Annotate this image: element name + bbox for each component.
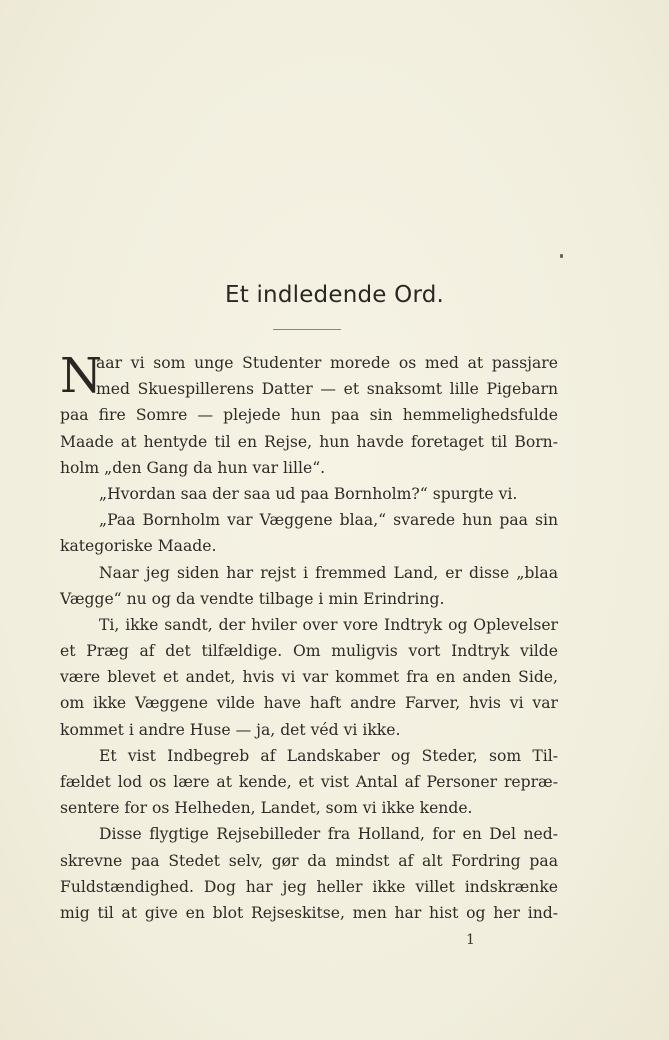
text-line: om ikke Væggene vilde have haft andre Farver, hvis vi var xyxy=(60,694,558,713)
chapter-title: Et indledende Ord. xyxy=(224,282,445,308)
text-line: Maade at hentyde til en Rejse, hun havde foretaget til Born- xyxy=(60,432,558,451)
text-line: sentere for os Helheden, Landet, som vi ikke kende. xyxy=(60,799,473,818)
text-line: holm „den Gang da hun var lille“. xyxy=(60,458,326,477)
text-line: mig til at give en blot Rejseskitse, men har hist og her ind- xyxy=(60,903,558,922)
text-line: „Paa Bornholm var Væggene blaa,“ svarede hun paa sin xyxy=(99,511,558,530)
text-line: et Præg af det tilfældige. Om muligvis vort Indtryk vilde xyxy=(60,642,558,661)
text-line: kategoriske Maade. xyxy=(60,537,217,556)
text-line: Disse flygtige Rejsebilleder fra Holland, for en Del ned- xyxy=(99,825,558,844)
text-line: „Hvordan saa der saa ud paa Bornholm?“ spurgte vi. xyxy=(99,484,518,503)
text-line: aar vi som unge Studenter morede os med at passjare xyxy=(96,354,558,372)
text-line: kommet i andre Huse — ja, det véd vi ikke. xyxy=(60,720,401,739)
page-number: 1 xyxy=(466,932,475,948)
text-line: Naar jeg siden har rejst i fremmed Land, er disse „blaa xyxy=(99,563,558,582)
title-rule xyxy=(273,329,341,330)
text-line: være blevet et andet, hvis vi var kommet fra en anden Side, xyxy=(60,668,558,687)
body-text xyxy=(60,350,558,926)
ink-speck xyxy=(560,254,563,258)
drop-cap: N xyxy=(60,348,102,404)
text-line: Et vist Indbegreb af Landskaber og Steder, som Til- xyxy=(99,746,558,765)
text-line: skrevne paa Stedet selv, gør da mindst af alt Fordring paa xyxy=(60,851,558,870)
text-line: med Skuespillerens Datter — et snaksomt lille Pigebarn xyxy=(96,380,558,399)
text-line: Vægge“ nu og da vendte tilbage i min Erindring. xyxy=(60,589,445,608)
text-line: fældet lod os lære at kende, et vist Antal af Personer repræ- xyxy=(60,773,558,791)
text-line: Ti, ikke sandt, der hviler over vore Indtryk og Oplevelser xyxy=(99,615,558,634)
text-line: paa fire Somre — plejede hun paa sin hemmelighedsfulde xyxy=(60,406,558,425)
text-line: Fuldstændighed. Dog har jeg heller ikke villet indskrænke xyxy=(60,877,558,896)
